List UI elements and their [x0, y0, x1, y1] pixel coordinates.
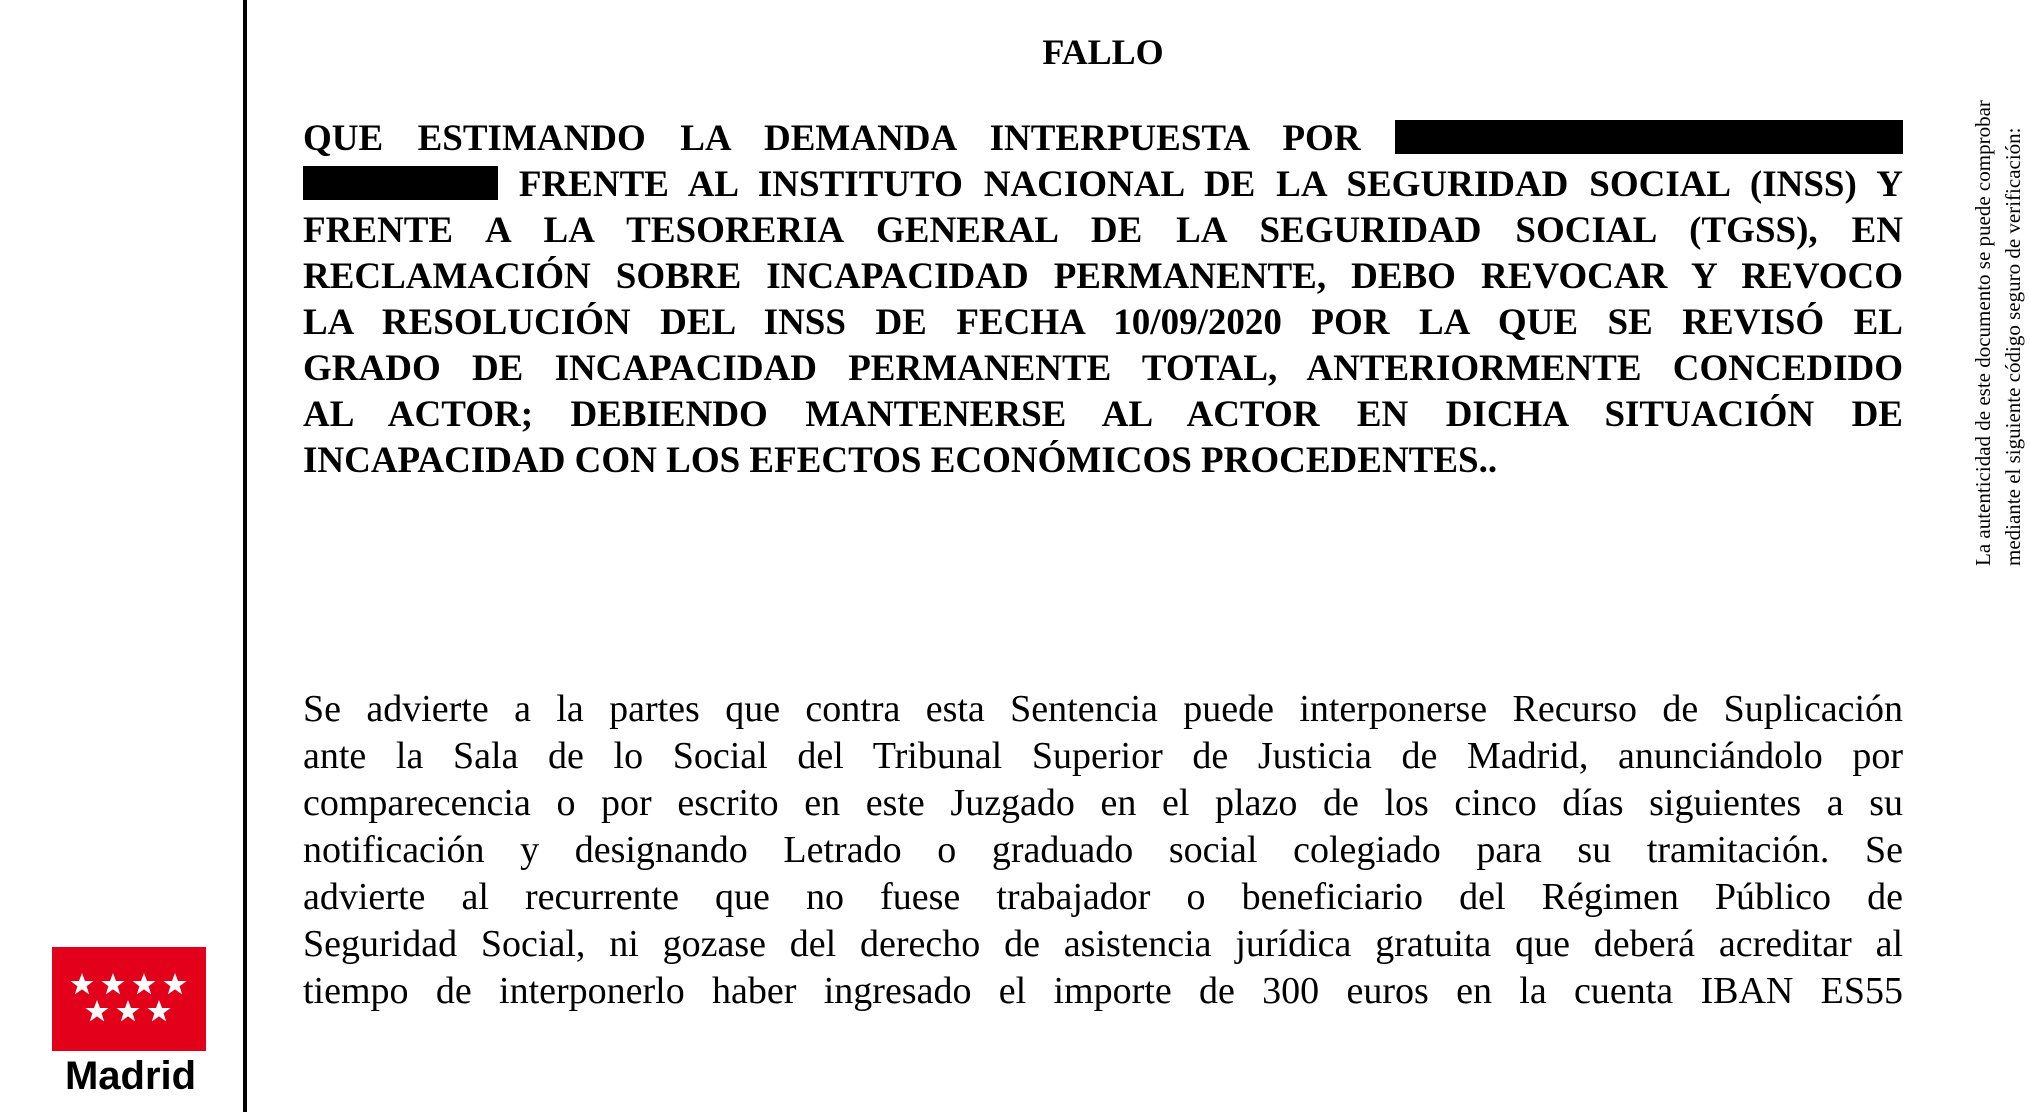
appeal-notice-paragraph — [303, 686, 1903, 1015]
redaction-block — [1395, 120, 1903, 154]
ruling-line: AL ACTOR; DEBIENDO MANTENERSE AL ACTOR EN DICHA SITUACIÓN DE — [303, 394, 1903, 435]
notice-line: notificación y designando Letrado o graduado social colegiado para su tramitación. Se — [303, 829, 1903, 871]
ruling-line: QUE ESTIMANDO LA DEMANDA INTERPUESTA POR — [303, 116, 1903, 162]
verification-note — [1968, 0, 2028, 566]
logo-label: Madrid — [64, 1054, 197, 1098]
notice-line: comparecencia o por escrito en este Juzgado en el plazo de los cinco días siguientes a su — [303, 782, 1903, 824]
ruling-line: GRADO DE INCAPACIDAD PERMANENTE TOTAL, ANTERIORMENTE CONCEDIDO — [303, 348, 1903, 389]
margin-rule — [243, 0, 247, 1112]
notice-line: ante la Sala de lo Social del Tribunal Superior de Justicia de Madrid, anunciándolo por — [303, 735, 1903, 777]
stars-icon — [52, 947, 206, 1051]
notice-line: advierte al recurrente que no fuese trabajador o beneficiario del Régimen Público de — [303, 876, 1903, 918]
verification-line-1: La autenticidad de este documento se puede comprobar — [1971, 100, 1995, 566]
ruling-line: RECLAMACIÓN SOBRE INCAPACIDAD PERMANENTE, DEBO REVOCAR Y REVOCO — [303, 256, 1903, 297]
redaction-block — [303, 166, 498, 200]
notice-line: tiempo de interponerlo haber ingresado el importe de 300 euros en la cuenta IBAN ES55 — [303, 970, 1903, 1012]
comunidad-madrid-logo — [52, 947, 206, 1051]
ruling-paragraph — [303, 116, 1903, 484]
notice-line: Se advierte a la partes que contra esta Sentencia puede interponerse Recurso de Suplicación — [303, 688, 1903, 730]
ruling-line: INCAPACIDAD CON LOS EFECTOS ECONÓMICOS PROCEDENTES.. — [303, 440, 1498, 481]
section-heading: FALLO — [1042, 32, 1164, 72]
ruling-line: LA RESOLUCIÓN DEL INSS DE FECHA 10/09/2020 POR LA QUE SE REVISÓ EL — [303, 302, 1903, 343]
ruling-line: FRENTE AL INSTITUTO NACIONAL DE LA SEGURIDAD SOCIAL (INSS) Y — [303, 162, 1903, 208]
verification-line-2: mediante el siguiente código seguro de verificación: — [2001, 127, 2025, 566]
ruling-line: FRENTE A LA TESORERIA GENERAL DE LA SEGURIDAD SOCIAL (TGSS), EN — [303, 210, 1903, 251]
notice-line: Seguridad Social, ni gozase del derecho de asistencia jurídica gratuita que deberá acreditar al — [303, 923, 1903, 965]
